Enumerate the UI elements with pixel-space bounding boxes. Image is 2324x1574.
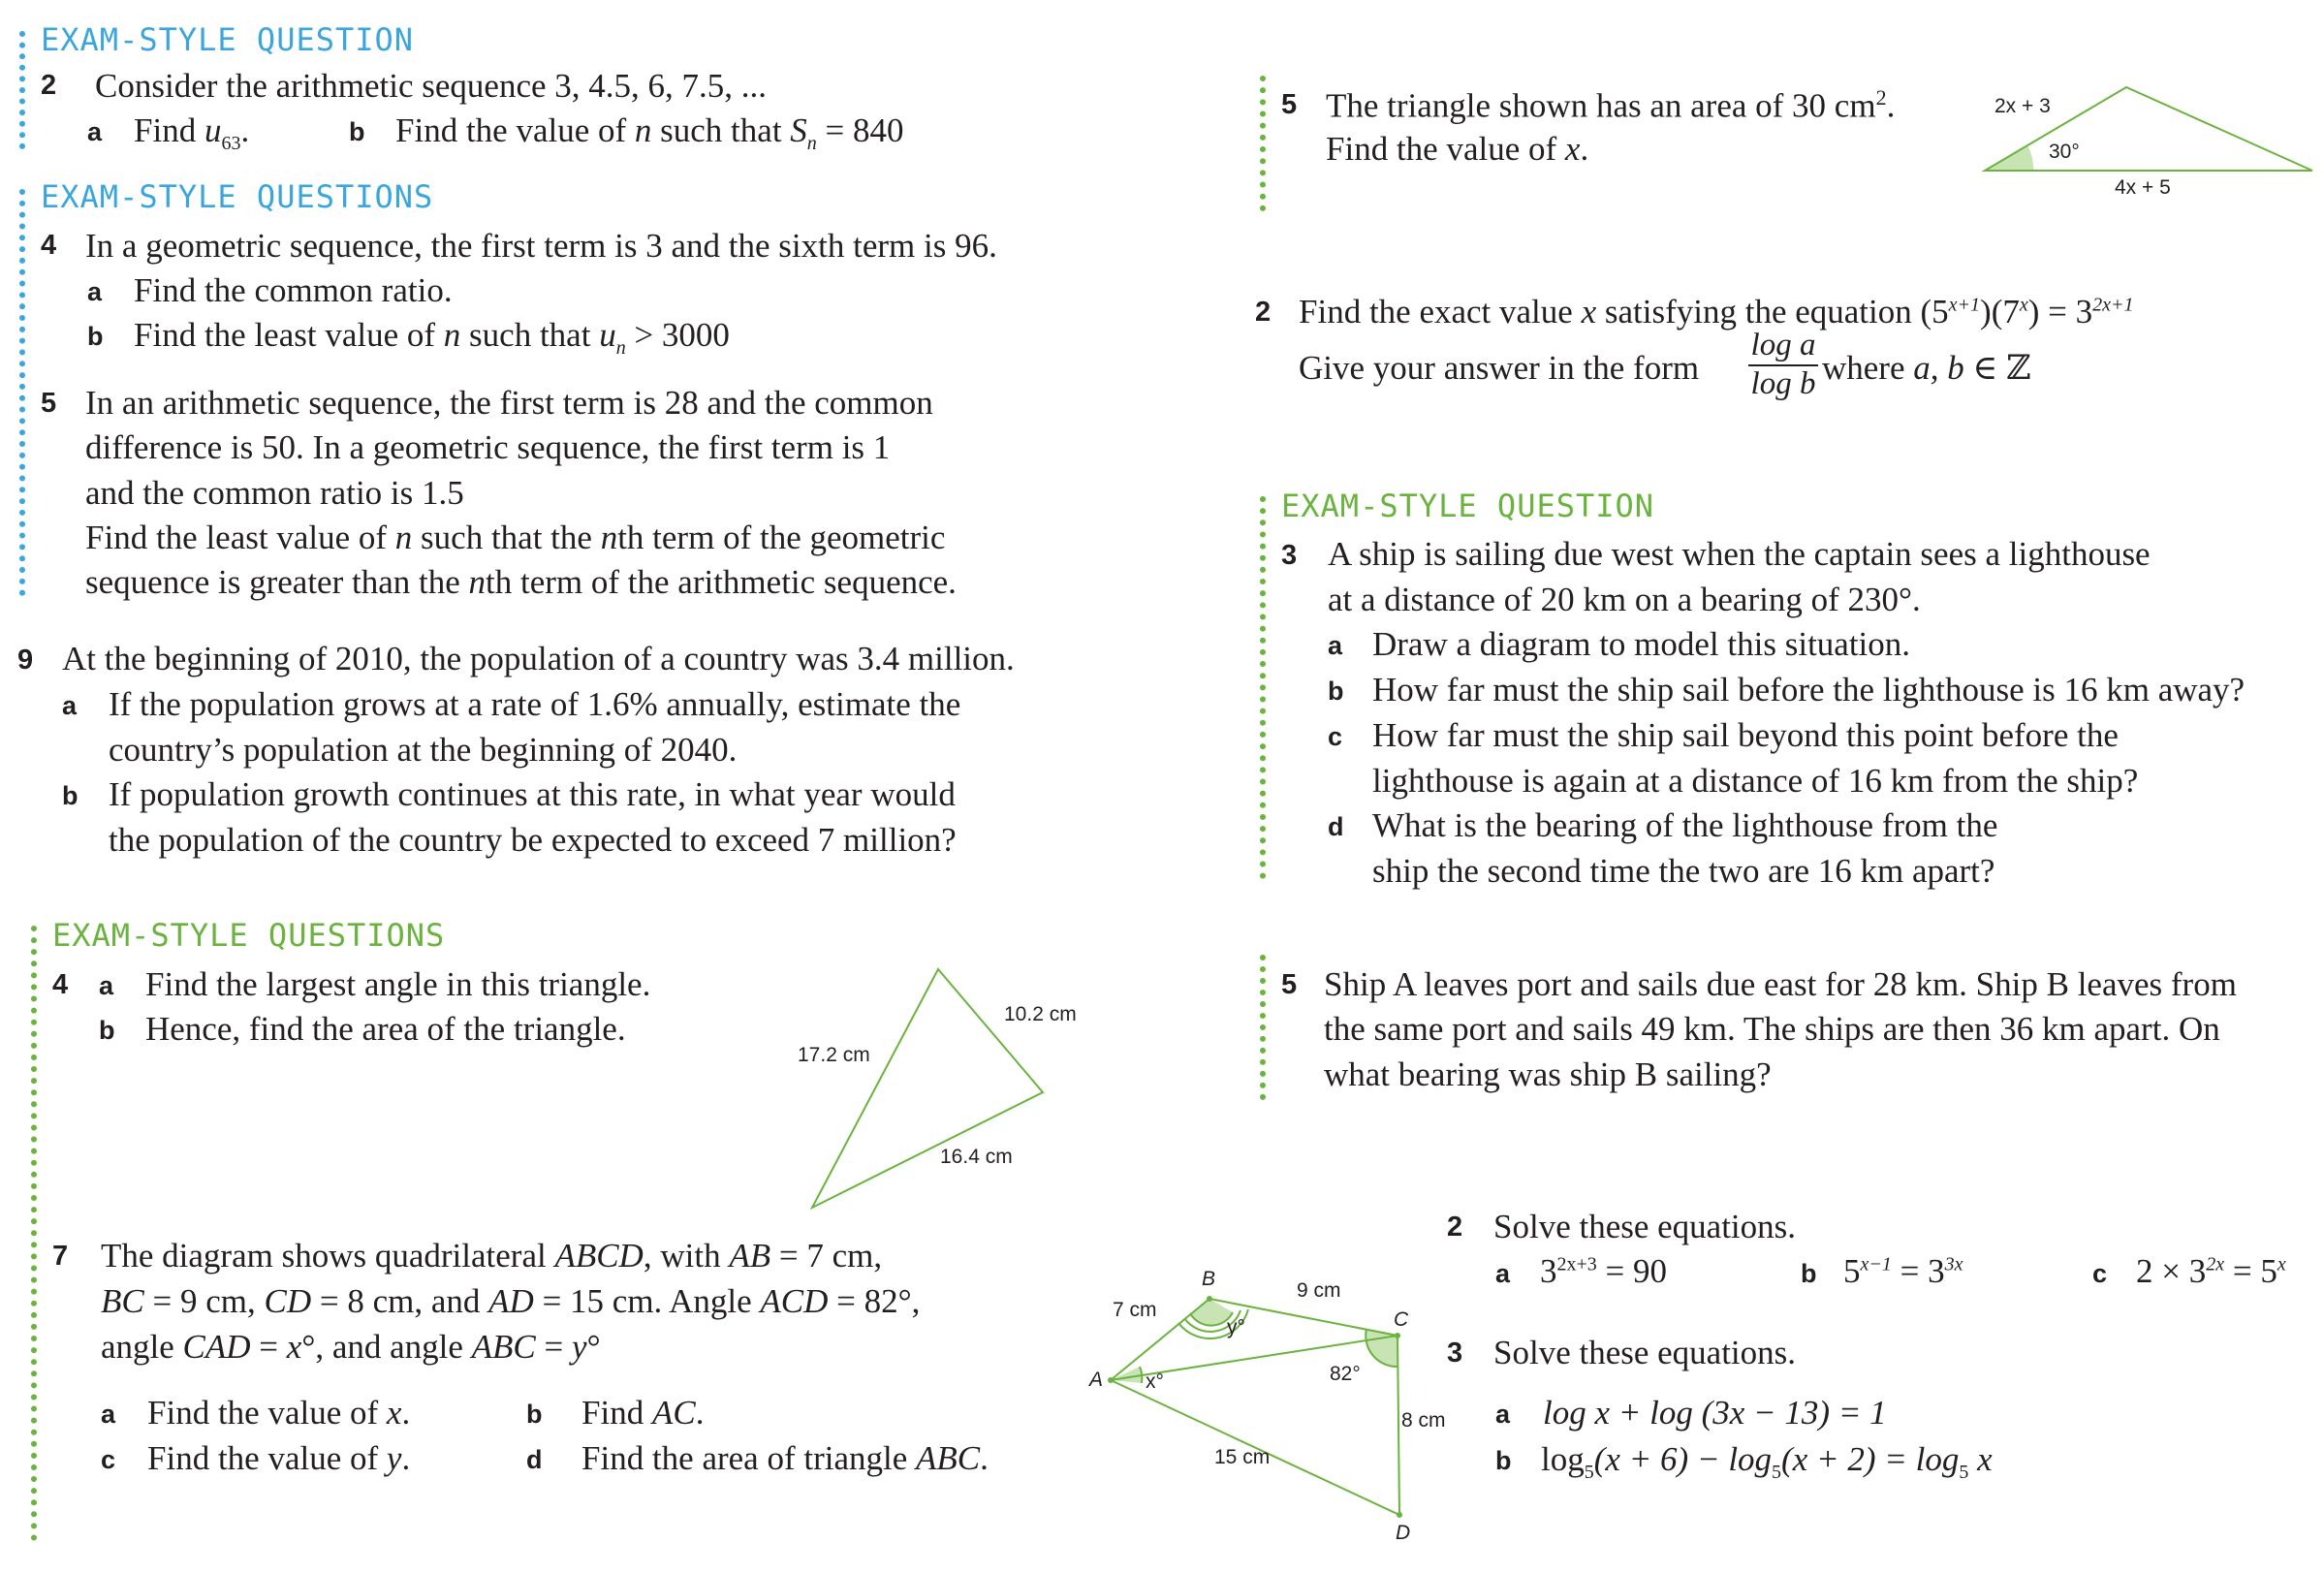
- part-label: d: [526, 1445, 543, 1474]
- part-text: If the population grows at a rate of 1.6% annually, estimate the: [109, 685, 961, 723]
- vertex-label: C: [1394, 1308, 1409, 1331]
- dotted-rule: [1260, 955, 1266, 1100]
- question-text: sequence is greater than the nth term of the arithmetic sequence.: [85, 563, 957, 601]
- angle-label: 82°: [1330, 1363, 1361, 1385]
- side-label: 15 cm: [1214, 1446, 1271, 1468]
- question-text: In an arithmetic sequence, the first term is 28 and the common: [85, 384, 933, 422]
- section-header: EXAM-STYLE QUESTIONS: [41, 178, 434, 215]
- dotted-rule: [19, 31, 25, 149]
- question-text: at a distance of 20 km on a bearing of 230°.: [1328, 581, 1921, 618]
- part-label: a: [101, 1400, 116, 1429]
- part-label: a: [1328, 631, 1343, 660]
- side-label: 9 cm: [1297, 1279, 1341, 1302]
- question-text: the same port and sails 49 km. The ships are then 36 km apart. On: [1324, 1010, 2220, 1048]
- question-text: Find the value of x.: [1326, 130, 1589, 168]
- part-text: If population growth continues at this rate, in what year would: [109, 775, 956, 813]
- question-number: 2: [1255, 297, 1272, 328]
- part-label: a: [62, 691, 78, 720]
- part-text: Hence, find the area of the triangle.: [145, 1010, 626, 1048]
- part-label: b: [1801, 1259, 1817, 1288]
- part-text: $\log_5(x + 6) - \log_5(x + 2) = \log_5 x$: [1541, 1440, 1993, 1483]
- question-text: where a, b ∈ ℤ: [1822, 349, 2031, 387]
- part-label: b: [99, 1016, 115, 1045]
- question-number: 3: [1281, 540, 1298, 571]
- part-text: How far must the ship sail before the lighthouse is 16 km away?: [1372, 671, 2245, 708]
- side-label: 8 cm: [1401, 1409, 1446, 1432]
- part-label: b: [349, 117, 365, 146]
- fraction-denominator: log b: [1750, 365, 1816, 401]
- area-triangle-diagram: [1977, 83, 2316, 205]
- question-text: and the common ratio is 1.5: [85, 474, 464, 512]
- part-text: Find the value of y.: [147, 1439, 411, 1477]
- part-text: Find $u_{63}$.: [134, 111, 250, 154]
- part-text: ship the second time the two are 16 km apart?: [1372, 852, 1995, 890]
- question-text: Find the least value of n such that the nth term of the geometric: [85, 519, 946, 556]
- angle-label: 30°: [2049, 141, 2080, 163]
- question-text: A ship is sailing due west when the captain sees a lighthouse: [1328, 535, 2151, 573]
- vertex-label: B: [1202, 1268, 1216, 1290]
- part-text: Find the area of triangle ABC.: [581, 1439, 989, 1477]
- part-text: Draw a diagram to model this situation.: [1372, 625, 1911, 663]
- section-header: EXAM-STYLE QUESTION: [41, 21, 415, 58]
- question-text: In a geometric sequence, the first term is 3 and the sixth term is 96.: [85, 227, 997, 265]
- question-text: The triangle shown has an area of 30 $cm^2$.: [1326, 85, 1896, 125]
- part-label: c: [101, 1445, 116, 1474]
- part-label: b: [1495, 1446, 1512, 1475]
- vertex-a: [1108, 1377, 1114, 1383]
- part-text: Find the value of n such that $S_n = 840$: [395, 111, 904, 154]
- quad-outline: [1111, 1299, 1399, 1515]
- vertex-label: A: [1089, 1369, 1104, 1391]
- part-text: Find the largest angle in this triangle.: [145, 965, 651, 1003]
- dotted-rule: [1260, 76, 1266, 211]
- dotted-rule: [1260, 496, 1266, 879]
- vertex-label: D: [1396, 1522, 1411, 1541]
- part-text: country’s population at the beginning of 2040.: [109, 731, 738, 769]
- question-number: 7: [52, 1241, 69, 1272]
- side-label: 2x + 3: [1994, 95, 2051, 117]
- side-label: 7 cm: [1113, 1299, 1157, 1321]
- part-text: Find the common ratio.: [134, 271, 453, 309]
- angle-label: y°: [1227, 1316, 1245, 1338]
- question-number: 5: [1281, 89, 1298, 120]
- angle-a-shade: [1111, 1367, 1142, 1383]
- vertex-b: [1207, 1296, 1212, 1302]
- part-label: b: [87, 322, 104, 351]
- side-label: 17.2 cm: [798, 1044, 870, 1066]
- question-text: Ship A leaves port and sails due east for 28 km. Ship B leaves from: [1324, 965, 2237, 1003]
- part-label: a: [99, 971, 114, 1000]
- question-number: 2: [41, 70, 57, 101]
- question-text: Solve these equations.: [1493, 1208, 1797, 1245]
- quadrilateral-diagram: [1076, 1241, 1463, 1541]
- question-number: 4: [52, 969, 69, 1000]
- angle-label: x°: [1146, 1370, 1164, 1393]
- question-text: Solve these equations.: [1493, 1334, 1797, 1371]
- part-text: How far must the ship sail beyond this point before the: [1372, 716, 2119, 754]
- side-label: 10.2 cm: [1004, 1003, 1077, 1025]
- question-text: difference is 50. In a geometric sequence, the first term is 1: [85, 428, 891, 466]
- part-label: a: [1495, 1259, 1511, 1288]
- question-text: At the beginning of 2010, the population of a country was 3.4 million.: [62, 640, 1015, 677]
- fraction-numerator: log a: [1748, 328, 1818, 366]
- dotted-rule: [19, 189, 25, 596]
- part-label: a: [87, 277, 103, 306]
- part-label: d: [1328, 812, 1344, 841]
- section-header: EXAM-STYLE QUESTION: [1281, 488, 1655, 524]
- part-text: lighthouse is again at a distance of 16 km from the ship?: [1372, 762, 2139, 800]
- part-label: c: [2092, 1259, 2108, 1288]
- part-label: c: [1328, 722, 1343, 751]
- part-text: the population of the country be expected to exceed 7 million?: [109, 821, 957, 859]
- question-number: 9: [17, 645, 34, 676]
- question-text: BC = 9 cm, CD = 8 cm, and AD = 15 cm. Angle ACD = 82°,: [101, 1282, 921, 1320]
- section-header: EXAM-STYLE QUESTIONS: [52, 917, 446, 954]
- question-text: Find the exact value x satisfying the equation $(5^{x+1})(7^x) = 3^{2x+1}$: [1299, 293, 2134, 331]
- part-text: log x + log (3x − 13) = 1: [1543, 1394, 1887, 1432]
- part-label: b: [526, 1400, 543, 1429]
- question-number: 5: [1281, 969, 1298, 1000]
- part-text: $5^{x-1} = 3^{3x}$: [1843, 1252, 1963, 1290]
- side-label: 16.4 cm: [940, 1146, 1013, 1168]
- vertex-c: [1395, 1333, 1400, 1338]
- question-number: 5: [41, 388, 57, 419]
- question-text: Consider the arithmetic sequence 3, 4.5, 6, 7.5, ...: [95, 67, 768, 105]
- part-text: Find the least value of n such that $u_n > 3000$: [134, 316, 730, 359]
- question-number: 2: [1447, 1212, 1463, 1243]
- question-text: angle CAD = x°, and angle ABC = y°: [101, 1328, 601, 1366]
- part-text: $2 \times 3^{2x} = 5^x$: [2136, 1252, 2286, 1290]
- vertex-d: [1397, 1512, 1402, 1518]
- question-number: 3: [1447, 1338, 1463, 1369]
- dotted-rule: [31, 926, 37, 1541]
- question-number: 4: [41, 230, 57, 261]
- question-text: what bearing was ship B sailing?: [1324, 1055, 1772, 1093]
- part-label: a: [1495, 1400, 1511, 1429]
- question-text: The diagram shows quadrilateral ABCD, with AB = 7 cm,: [101, 1237, 883, 1275]
- part-text: What is the bearing of the lighthouse from the: [1372, 806, 1998, 844]
- part-text: $3^{2x+3} = 90$: [1540, 1252, 1668, 1290]
- triangle-diagram: [775, 960, 1124, 1221]
- side-label: 4x + 5: [2115, 176, 2171, 199]
- part-label: b: [62, 781, 79, 810]
- part-text: Find AC.: [581, 1394, 705, 1432]
- part-text: Find the value of x.: [147, 1394, 411, 1432]
- part-label: a: [87, 117, 103, 146]
- fraction: [1748, 328, 1818, 403]
- part-label: b: [1328, 677, 1344, 706]
- question-text: Give your answer in the form: [1299, 349, 1700, 387]
